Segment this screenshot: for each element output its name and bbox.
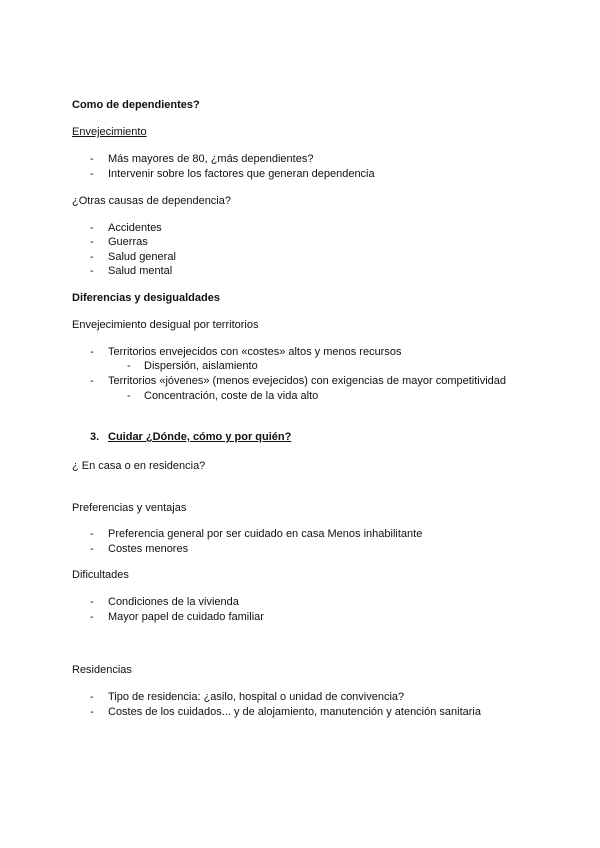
section-heading-dependents: Como de dependientes?	[72, 99, 200, 111]
list-item: Mayor papel de cuidado familiar	[108, 611, 264, 623]
residences-title: Residencias	[72, 664, 132, 676]
section-heading-care: Cuidar ¿Dónde, cómo y por quién?	[108, 431, 292, 443]
preferences-title: Preferencias y ventajas	[72, 502, 187, 514]
bullet: -	[90, 153, 94, 165]
subheading-aging: Envejecimiento	[72, 126, 147, 138]
bullet: -	[90, 596, 94, 608]
bullet: -	[90, 706, 94, 718]
sub-list-item: Dispersión, aislamiento	[144, 360, 258, 372]
bullet: -	[90, 236, 94, 248]
intro-text: Envejecimiento desigual por territorios	[72, 319, 259, 331]
list-item: Costes de los cuidados... y de alojamiento, manutención y atención sanitaria	[108, 706, 481, 718]
list-item: Salud general	[108, 251, 176, 263]
list-item: Salud mental	[108, 265, 173, 277]
bullet: -	[90, 528, 94, 540]
section-heading-inequalities: Diferencias y desigualdades	[72, 292, 220, 304]
question-home-or-residence: ¿ En casa o en residencia?	[72, 460, 206, 472]
list-item: Guerras	[108, 236, 148, 248]
bullet: -	[127, 390, 131, 402]
list-item: Intervenir sobre los factores que generan dependencia	[108, 168, 375, 180]
bullet: -	[90, 222, 94, 234]
list-item: Más mayores de 80, ¿más dependientes?	[108, 153, 314, 165]
bullet: -	[90, 543, 94, 555]
question-other-causes: ¿Otras causas de dependencia?	[72, 195, 231, 207]
list-item: Accidentes	[108, 222, 162, 234]
sub-list-item: Concentración, coste de la vida alto	[144, 390, 319, 402]
bullet: -	[90, 168, 94, 180]
bullet: -	[90, 251, 94, 263]
list-item: Territorios «jóvenes» (menos evejecidos) con exigencias de mayor competitividad	[108, 375, 507, 387]
list-item: Tipo de residencia: ¿asilo, hospital o unidad de convivencia?	[108, 691, 405, 703]
list-item: Territorios envejecidos con «costes» altos y menos recursos	[108, 346, 402, 358]
bullet: -	[90, 375, 94, 387]
bullet: -	[90, 346, 94, 358]
bullet: -	[90, 265, 94, 277]
bullet: -	[90, 611, 94, 623]
bullet: -	[127, 360, 131, 372]
difficulties-title: Dificultades	[72, 569, 129, 581]
list-item: Condiciones de la vivienda	[108, 596, 239, 608]
list-item: Preferencia general por ser cuidado en casa Menos inhabilitante	[108, 528, 423, 540]
section-number: 3.	[90, 431, 100, 443]
bullet: -	[90, 691, 94, 703]
list-item: Costes menores	[108, 543, 189, 555]
